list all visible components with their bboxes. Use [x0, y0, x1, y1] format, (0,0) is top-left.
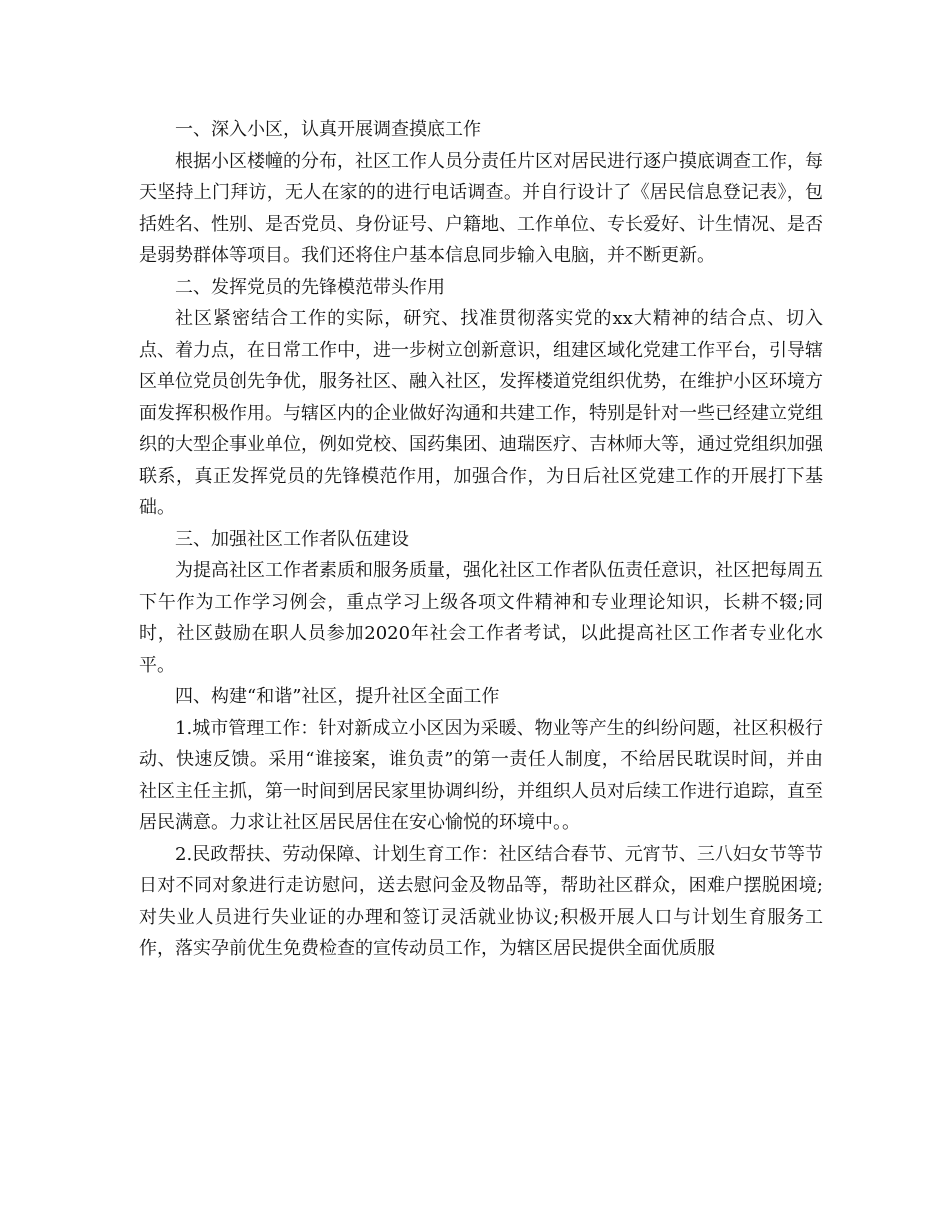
body-paragraph-4-1: 1.城市管理工作：针对新成立小区因为采暖、物业等产生的纠纷问题，社区积极行动、快速反馈。采用“谁接案，谁负责”的第一责任人制度，不给居民耽误时间，并由社区主任主抓，第一时间到居民家里协调纠纷，并组织人员对后续工作进行追踪，直至居民满意。力求让社区居民居住在安心愉悦的环境中。。 [139, 717, 823, 833]
section-heading-2: 二、发挥党员的先锋模范带头作用 [175, 276, 445, 298]
section-heading-3: 三、加强社区工作者队伍建设 [175, 528, 409, 550]
section-heading-4: 四、构建“和谐”社区，提升社区全面工作 [175, 686, 500, 707]
body-paragraph-2: 社区紧密结合工作的实际，研究、找准贯彻落实党的xx大精神的结合点、切入点、着力点，在日常工作中，进一步树立创新意识，组建区域化党建工作平台，引导辖区单位党员创先争优，服务社区、融入社区，发挥楼道党组织优势，在维护小区环境方面发挥积极作用。与辖区内的企业做好沟通和共建工作，特别是针对一些已经建立党组织的大型企事业单位，例如党校、国药集团、迪瑞医疗、吉林师大等，通过党组织加强联系，真正发挥党员的先锋模范作用，加强合作，为日后社区党建工作的开展打下基础。 [139, 308, 823, 518]
body-paragraph-4-2: 2.民政帮扶、劳动保障、计划生育工作：社区结合春节、元宵节、三八妇女节等节日对不同对象进行走访慰问，送去慰问金及物品等，帮助社区群众，困难户摆脱困境;对失业人员进行失业证的办理和签订灵活就业协议;积极开展人口与计划生育服务工作，落实孕前优生免费检查的宣传动员工作，为辖区居民提供全面优质服 [139, 843, 823, 959]
document-body [139, 114, 823, 965]
section-heading-1: 一、深入小区，认真开展调查摸底工作 [175, 119, 481, 140]
body-paragraph-1: 根据小区楼幢的分布，社区工作人员分责任片区对居民进行逐户摸底调查工作，每天坚持上门拜访，无人在家的的进行电话调查。并自行设计了《居民信息登记表》，包括姓名、性别、是否党员、身份证号、户籍地、工作单位、专长爱好、计生情况、是否是弱势群体等项目。我们还将住户基本信息同步输入电脑，并不断更新。 [139, 150, 823, 266]
body-paragraph-3: 为提高社区工作者素质和服务质量，强化社区工作者队伍责任意识，社区把每周五下午作为工作学习例会，重点学习上级各项文件精神和专业理论知识，长耕不辍;同时，社区鼓励在职人员参加2020年社会工作者考试，以此提高社区工作者专业化水平。 [139, 560, 823, 676]
